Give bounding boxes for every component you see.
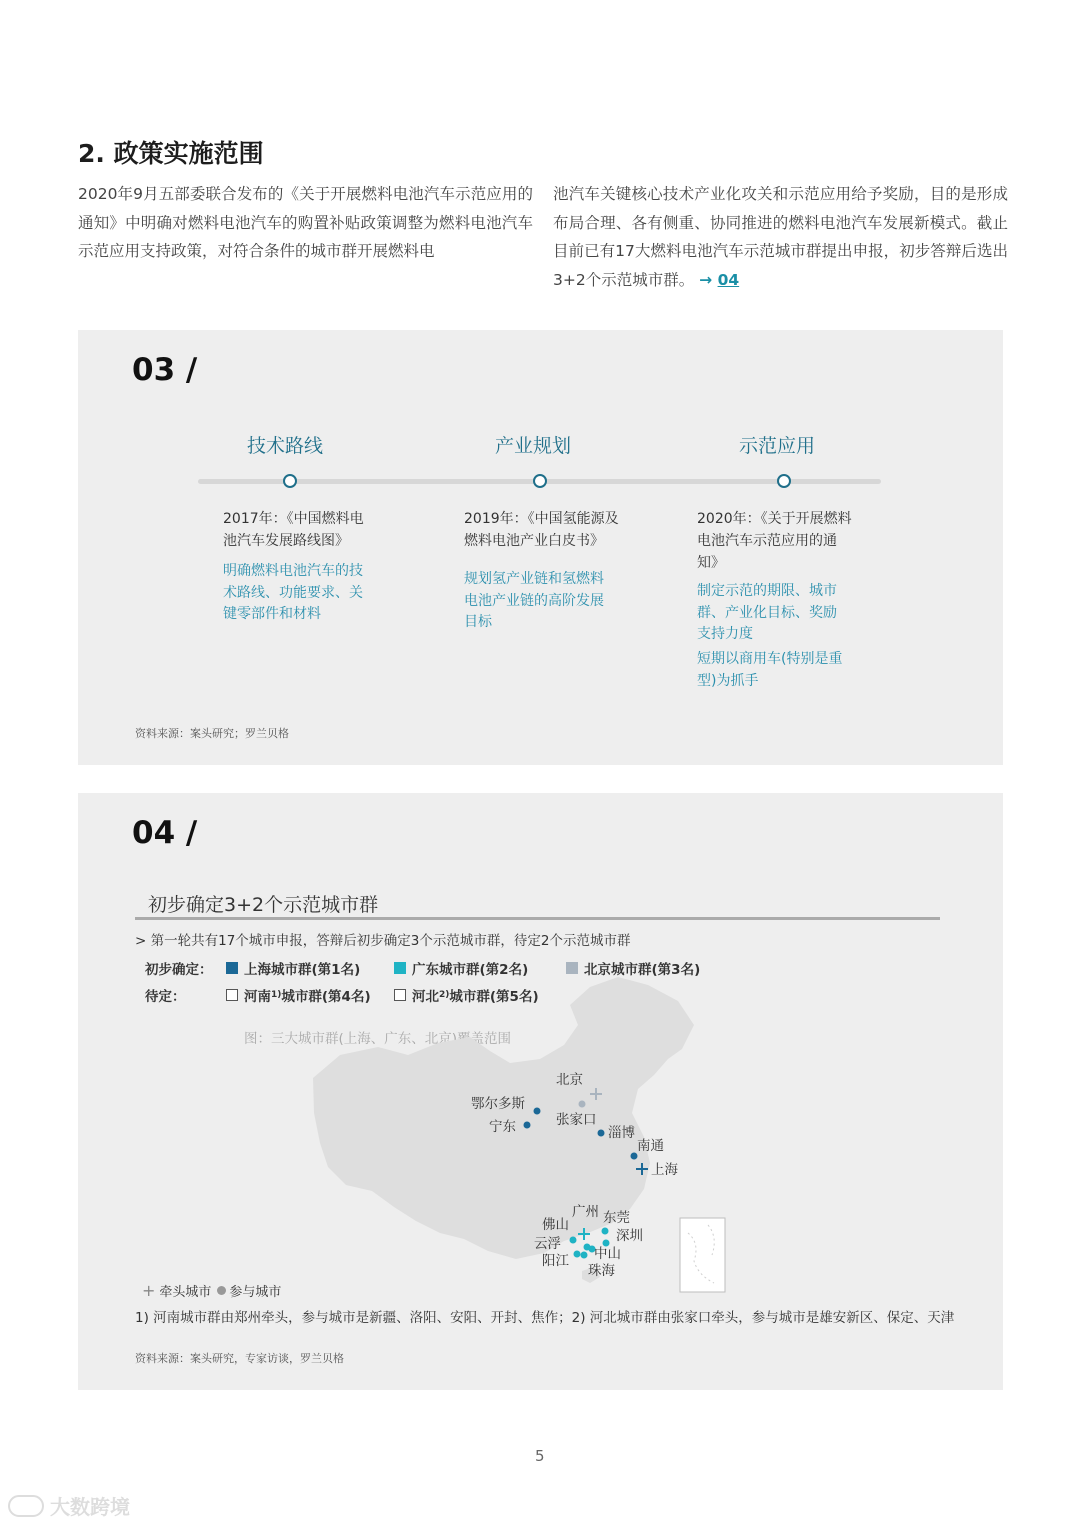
stage-description: 规划氢产业链和氢燃料电池产业链的高阶发展目标 [464, 571, 604, 630]
intro-paragraph-right-text: 池汽车关键核心技术产业化攻关和示范应用给予奖励，目的是形成布局合理、各有侧重、协同推进的燃料电池汽车发展新模式。截止目前已有17大燃料电池汽车示范城市群提出申报，初步答辩后选出3+2个示范城市群。 [553, 185, 1008, 289]
watermark-logo-icon [8, 1495, 44, 1517]
china-map [78, 793, 1003, 1390]
legend-label: 上海城市群(第1名) [244, 962, 361, 978]
footnote-marker: 1) [271, 990, 282, 1000]
chart-note: > 第一轮共有17个城市申报，答辩后初步确定3个示范城市群，待定2个示范城市群 [135, 933, 631, 949]
participant-city-zibo [598, 1130, 605, 1137]
timeline-node [283, 474, 297, 488]
south-china-sea-inset [680, 1218, 725, 1292]
figure-reference-number: 04 [717, 270, 740, 289]
arrow-right-icon: → [699, 270, 713, 289]
city-label-yunfu: 云浮 [534, 1236, 561, 1252]
watermark-text: 大数跨境 [50, 1495, 130, 1519]
stage-description: 短期以商用车(特别是重型)为抓手 [697, 651, 843, 689]
city-label-shenzhen: 深圳 [616, 1228, 643, 1244]
city-label-ningdong: 宁东 [489, 1119, 516, 1135]
legend-cluster-name: 河北 [412, 989, 439, 1005]
participant-city-yangjiang [574, 1251, 581, 1258]
exhibit-04-panel [78, 793, 1003, 1390]
stage-title-industry-plan: 产业规划 [495, 435, 572, 457]
legend-label: 广东城市群(第2名) [412, 962, 529, 978]
city-label-ordos: 鄂尔多斯 [471, 1096, 525, 1112]
participant-city-dot-icon [217, 1286, 226, 1295]
timeline-node [777, 474, 791, 488]
legend-lead-city: 牵头城市 [159, 1285, 212, 1300]
city-label-zibo: 淄博 [608, 1125, 635, 1141]
participant-city-zhangjiakou [579, 1101, 586, 1108]
watermark [8, 1491, 130, 1520]
china-outline [313, 977, 694, 1259]
stage-description: 制定示范的期限、城市群、产业化目标、奖励支持力度 [697, 583, 837, 642]
legend-participant-city: 参与城市 [229, 1285, 282, 1300]
pending-label: 待定： [145, 989, 186, 1005]
city-label-shanghai: 上海 [651, 1162, 678, 1178]
exhibit-03-panel [78, 330, 1003, 765]
chart-title: 初步确定3+2个示范城市群 [148, 894, 379, 916]
footnote-marker: 2) [439, 990, 450, 1000]
stage-year-document: 2017年：《中国燃料电池汽车发展路线图》 [223, 511, 364, 549]
city-label-yangjiang: 阳江 [542, 1253, 569, 1269]
stage-year-document: 2019年：《中国氢能源及燃料电池产业白皮书》 [464, 511, 619, 549]
participant-city-ningdong [524, 1122, 531, 1129]
participant-city-zhuhai [581, 1252, 588, 1259]
participant-city-foshan [570, 1237, 577, 1244]
city-label-nantong: 南通 [637, 1138, 664, 1154]
city-label-zhongshan: 中山 [594, 1246, 621, 1262]
map-caption: 图：三大城市群(上海、广东、北京)覆盖范围 [244, 1031, 512, 1047]
city-label-dongguan: 东莞 [603, 1210, 630, 1226]
footnote: 1) 河南城市群由郑州牵头，参与城市是新疆、洛阳、安阳、开封、焦作；2) 河北城市群由张家口牵头，参与城市是雄安新区、保定、天津 [135, 1310, 955, 1326]
city-label-zhuhai: 珠海 [588, 1263, 615, 1279]
participant-city-ordos [534, 1108, 541, 1115]
exhibit-number: 03 / [132, 352, 198, 388]
city-label-foshan: 佛山 [542, 1217, 569, 1233]
source-note: 资料来源：案头研究；罗兰贝格 [135, 727, 289, 740]
intro-paragraph-left: 2020年9月五部委联合发布的《关于开展燃料电池汽车示范应用的通知》中明确对燃料电池汽车的购置补贴政策调整为燃料电池汽车示范应用支持政策，对符合条件的城市群开展燃料电 [78, 185, 533, 260]
exhibit-number: 04 / [132, 815, 198, 851]
legend-label: 北京城市群(第3名) [584, 962, 701, 978]
stage-title-demo-application: 示范应用 [739, 435, 816, 457]
source-note: 资料来源：案头研究，专家访谈，罗兰贝格 [135, 1352, 344, 1365]
confirmed-label: 初步确定： [145, 962, 213, 978]
city-label-beijing: 北京 [556, 1072, 583, 1088]
stage-year-document: 2020年：《关于开展燃料电池汽车示范应用的通知》 [697, 511, 852, 571]
city-label-zhangjiakou: 张家口 [556, 1112, 597, 1128]
participant-city-dongguan [602, 1228, 609, 1235]
stage-title-tech-roadmap: 技术路线 [247, 435, 324, 457]
section-title: 2. 政策实施范围 [78, 139, 264, 168]
figure-reference-link[interactable] [699, 271, 739, 289]
city-label-guangzhou: 广州 [572, 1204, 599, 1220]
legend-cluster-rank: 城市群(第5名) [449, 989, 539, 1005]
legend-cluster-rank: 城市群(第4名) [281, 989, 371, 1005]
timeline-node [533, 474, 547, 488]
map-legend [142, 1281, 281, 1300]
stage-description: 明确燃料电池汽车的技术路线、功能要求、关键零部件和材料 [223, 563, 363, 622]
lead-city-cross-icon: + [142, 1281, 156, 1300]
legend-cluster-name: 河南 [244, 989, 271, 1005]
intro-paragraph-right [553, 180, 1008, 294]
page-number: 5 [535, 1447, 545, 1465]
